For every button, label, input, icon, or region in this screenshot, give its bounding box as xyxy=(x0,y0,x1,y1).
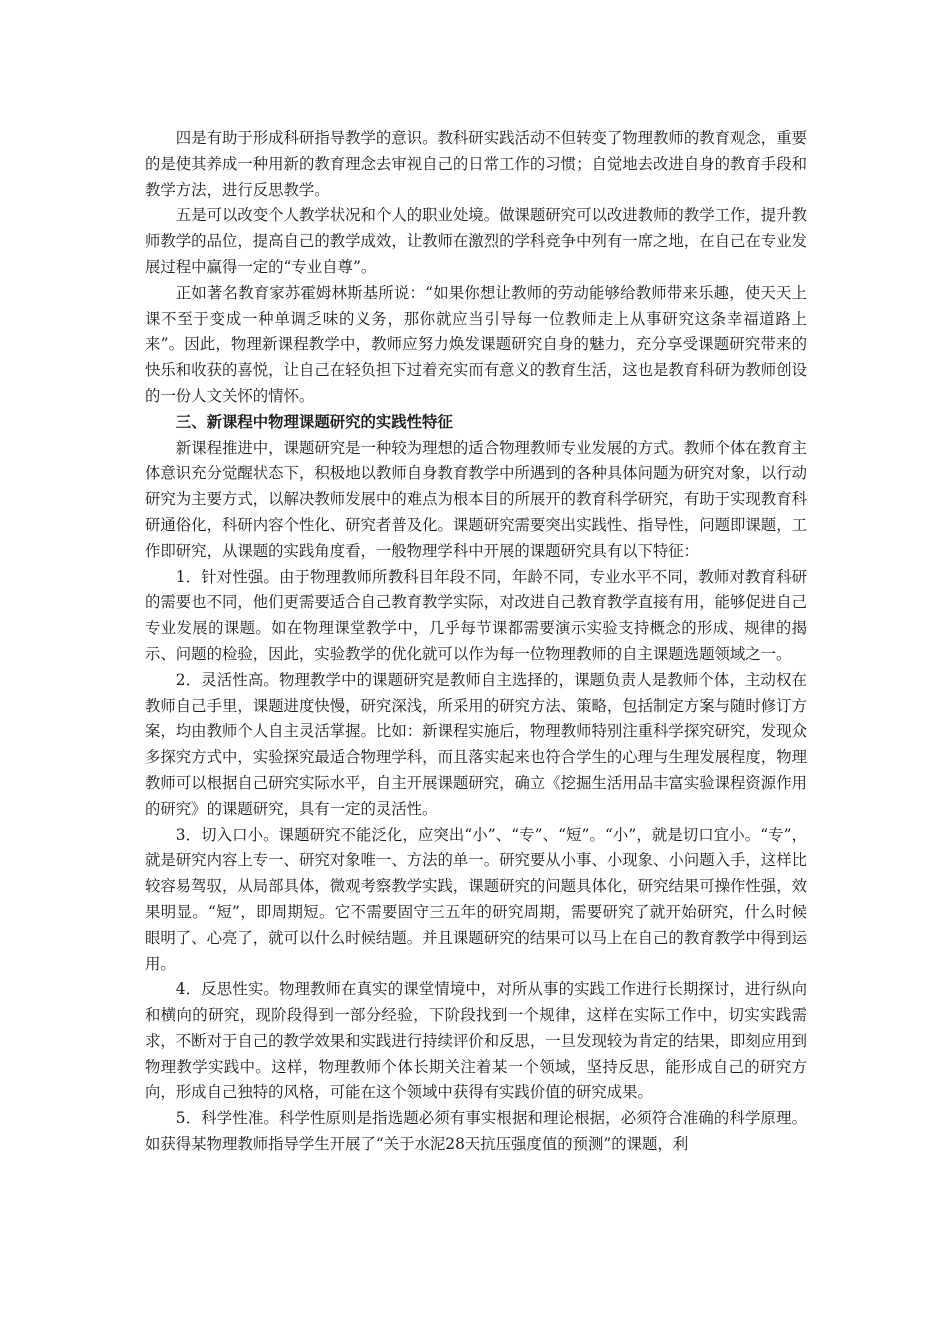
document-page xyxy=(145,126,807,1158)
paragraph-item-2: 2．灵活性高。物理教学中的课题研究是教师自主选择的，课题负责人是教师个体，主动权在教师自己手里，课题进度快慢，研究深浅，所采用的研究方法、策略，包括制定方案与随时修订方案，均由教师个人自主灵活掌握。比如：新课程实施后，物理教师特别注重科学探究研究，发现众多探究方式中，实验探究最适合物理学科，而且落实起来也符合学生的心理与生理发展程度，物理教师可以根据自己研究实际水平，自主开展课题研究，确立《挖掘生活用品丰富实验课程资源作用的研究》的课题研究，具有一定的灵活性。 xyxy=(145,670,807,818)
paragraph-item-3: 3．切入口小。课题研究不能泛化，应突出“小”、“专”、“短”。“小”，就是切口宜小。“专”，就是研究内容上专一、研究对象唯一、方法的单一。研究要从小事、小现象、小问题入手，这样比较容易驾驭，从局部具体，微观考察教学实践，课题研究的问题具体化，研究结果可操作性强，效果明显。“短”，即周期短。它不需要固守三五年的研究周期，需要研究了就开始研究，什么时候眼明了、心亮了，就可以什么时候结题。并且课题研究的结果可以马上在自己的教育教学中得到运用。 xyxy=(145,825,807,973)
paragraph-quote: 正如著名教育家苏霍姆林斯基所说：“如果你想让教师的劳动能够给教师带来乐趣，使天天上课不至于变成一种单调乏味的义务，那你就应当引导每一位教师走上从事研究这条幸福道路上来”。因此，物理新课程教学中，教师应努力焕发课题研究自身的魅力，充分享受课题研究带来的快乐和收获的喜悦，让自己在轻负担下过着充实而有意义的教育生活，这也是教育科研为教师创设的一份人文关怀的情怀。 xyxy=(145,283,807,405)
paragraph-item-5: 5．科学性准。科学性原则是指选题必须有事实根据和理论根据，必须符合准确的科学原理。如获得某物理教师指导学生开展了“关于水泥28天抗压强度值的预测”的课题，利 xyxy=(145,1109,807,1154)
paragraph-point-four: 四是有助于形成科研指导教学的意识。教科研实践活动不但转变了物理教师的教育观念，重要的是使其养成一种用新的教育理念去审视自己的日常工作的习惯；自觉地去改进自身的教育手段和教学方法，进行反思教学。 xyxy=(145,129,807,199)
paragraph-item-1: 1．针对性强。由于物理教师所教科目年段不同，年龄不同，专业水平不同，教师对教育科研的需要也不同，他们更需要适合自己教育教学实际，对改进自己教育教学直接有用，能够促进自己专业发展的课题。如在物理课堂教学中，几乎每节课都需要演示实验支持概念的形成、规律的揭示、问题的检验，因此，实验教学的优化就可以作为每一位物理教师的自主课题选题领域之一。 xyxy=(145,567,807,663)
paragraph-point-five: 五是可以改变个人教学状况和个人的职业处境。做课题研究可以改进教师的教学工作，提升教师教学的品位，提高自己的教学成效，让教师在激烈的学科竞争中列有一席之地，在自己在专业发展过程中赢得一定的“专业自尊”。 xyxy=(145,206,807,276)
section-heading: 三、新课程中物理课题研究的实践性特征 xyxy=(175,412,453,431)
paragraph-item-4: 4．反思性实。物理教师在真实的课堂情境中，对所从事的实践工作进行长期探讨，进行纵向和横向的研究，现阶段得到一部分经验，下阶段找到一个规律，这样在实际工作中，切实实践需求，不断对于自己的教学效果和实践进行持续评价和反思，一旦发现较为肯定的结果，即刻应用到物理教学实践中。这样，物理教师个体长期关注着某一个领域，坚持反思，能形成自己的研究方向，形成自己独特的风格，可能在这个领域中获得有实践价值的研究成果。 xyxy=(145,980,807,1102)
paragraph-intro: 新课程推进中，课题研究是一种较为理想的适合物理教师专业发展的方式。教师个体在教育主体意识充分觉醒状态下，积极地以教师自身教育教学中所遇到的各种具体问题为研究对象，以行动研究为主要方式，以解决教师发展中的难点为根本目的所展开的教育科学研究，有助于实现教育科研通俗化，科研内容个性化、研究者普及化。课题研究需要突出实践性、指导性，问题即课题，工作即研究，从课题的实践角度看，一般物理学科中开展的课题研究具有以下特征： xyxy=(145,438,807,560)
